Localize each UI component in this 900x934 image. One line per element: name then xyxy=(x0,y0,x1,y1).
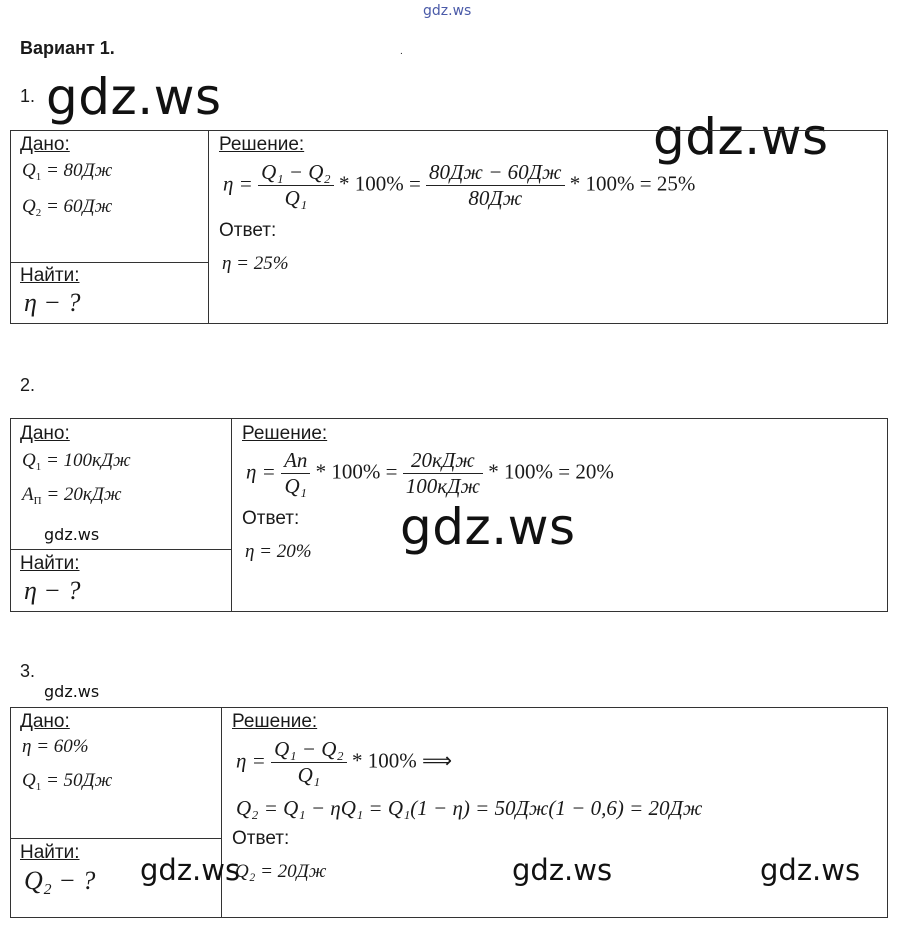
problem-1-answer: η = 25% xyxy=(222,253,289,274)
problem-3-number: 3. xyxy=(20,661,36,681)
problem-1-reshenie-label: Решение: xyxy=(219,134,305,155)
watermark-mid-1: gdz.ws xyxy=(140,853,241,887)
problem-1-otvet-label: Ответ: xyxy=(219,220,277,241)
watermark-large-1: gdz.ws xyxy=(46,68,222,126)
stray-dot: . xyxy=(400,46,403,57)
problem-2-given-2: $A_П = 20кДж$ xyxy=(22,484,122,507)
problem-3-otvet-label: Ответ: xyxy=(232,828,290,849)
watermark-small-2: gdz.ws xyxy=(44,682,100,701)
problem-1-formula: η = $\frac{\text{Q₁ − Q₂}}{\text{Q₁}}$ * 100% = $\frac{80Дж - 60Дж}{80Дж}$ * 100% = 25% xyxy=(223,160,696,210)
problem-2-naiti-label: Найти: xyxy=(20,553,80,574)
problem-3-given-1: η = 60% xyxy=(22,736,89,757)
problem-1-given-2: $Q_2 = 60Дж$ xyxy=(22,196,113,219)
problem-3-reshenie-label: Решение: xyxy=(232,711,318,732)
problem-2-formula: η = $\frac{Aп}{\text{Q₁}}$ * 100% = $\frac{\text{20кДж}}{\text{100кДж}}$ * 100% = 20% xyxy=(246,448,614,498)
problem-3-given-2: $Q_1 = 50Дж$ xyxy=(22,770,113,793)
problem-1-dano-label: Дано: xyxy=(20,134,70,155)
problem-2-reshenie-label: Решение: xyxy=(242,423,328,444)
problem-2-dano-label: Дано: xyxy=(20,423,70,444)
watermark-mid-3: gdz.ws xyxy=(760,853,861,887)
problem-3-find: Q₂ − ? xyxy=(24,866,96,895)
problem-2-find: η − ? xyxy=(24,576,81,605)
problem-3-dano-label: Дано: xyxy=(20,711,70,732)
problem-2-otvet-label: Ответ: xyxy=(242,508,300,529)
problem-3-naiti-label: Найти: xyxy=(20,842,80,863)
problem-1-naiti-label: Найти: xyxy=(20,265,80,286)
watermark-top: gdz.ws xyxy=(423,3,472,19)
problem-2-answer: η = 20% xyxy=(245,541,312,562)
watermark-large-3: gdz.ws xyxy=(400,498,576,556)
problem-3-formula: η = $\frac{\text{Q₁ − Q₂}}{\text{Q₁}}$ * 100% ⟹ xyxy=(236,737,453,787)
problem-1-given-1: $Q_1 = 80Дж$ xyxy=(22,160,113,183)
problem-1-number: 1. xyxy=(20,86,36,106)
problem-3-answer: Q₂ = 20Дж xyxy=(235,861,327,882)
watermark-mid-2: gdz.ws xyxy=(512,853,613,887)
watermark-small-1: gdz.ws xyxy=(44,525,100,544)
problem-1-find: η − ? xyxy=(24,288,81,317)
variant-heading: Вариант 1. xyxy=(20,38,115,58)
problem-2-number: 2. xyxy=(20,375,36,395)
problem-3-formula-line2: Q₂ = Q₁ − ηQ₁ = Q₁(1 − η) = 50Дж(1 − 0,6) = 20Дж xyxy=(236,796,703,820)
watermark-large-2: gdz.ws xyxy=(653,108,829,166)
problem-2-given-1: $Q_1 = 100кДж$ xyxy=(22,450,131,473)
